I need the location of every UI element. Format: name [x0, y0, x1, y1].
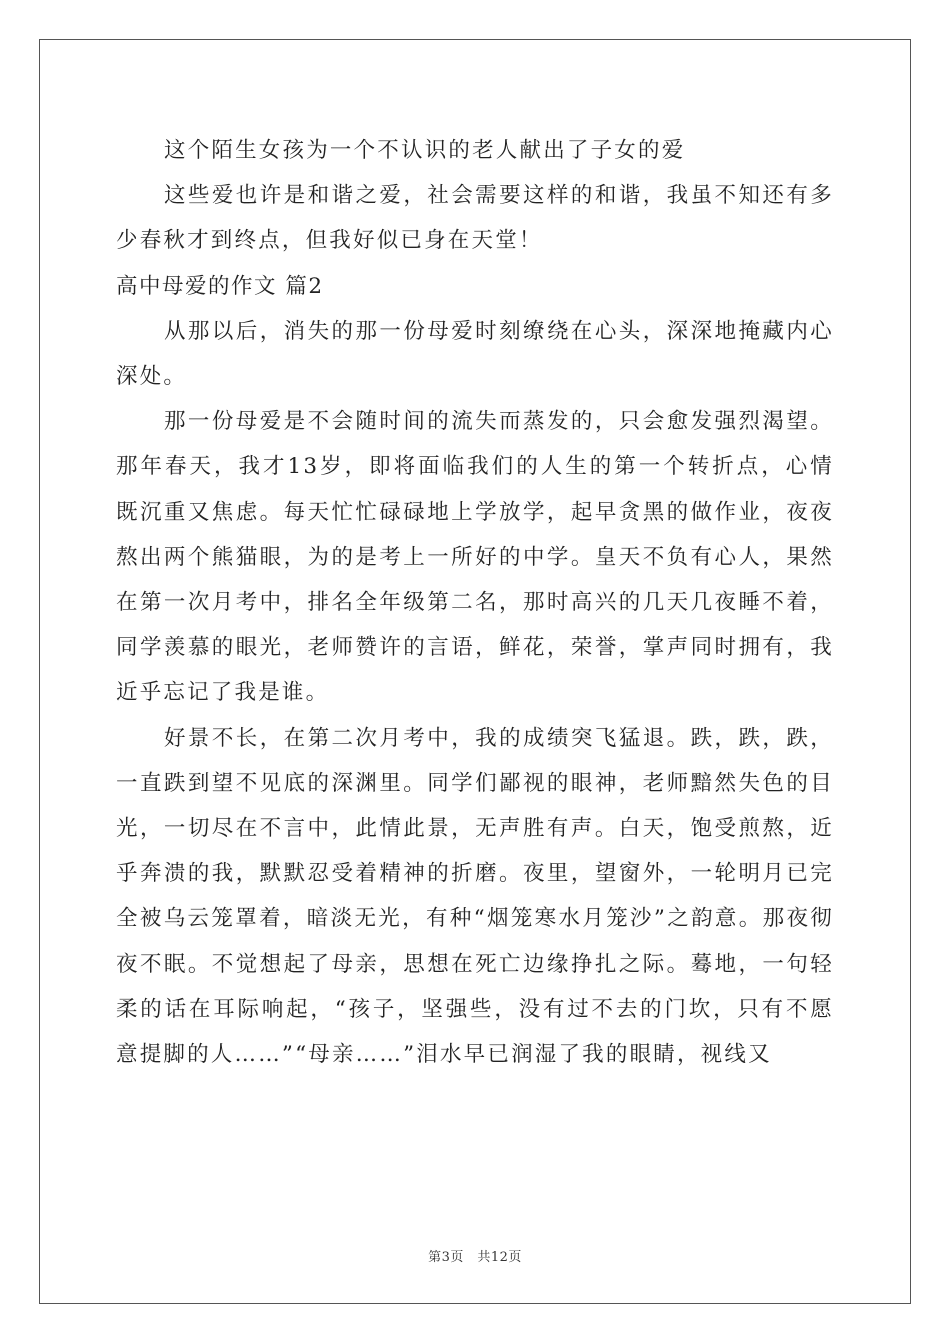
document-body — [116, 128, 834, 1077]
paragraph-5: 好景不长，在第二次月考中，我的成绩突飞猛退。跌，跌，跌，一直跌到望不见底的深渊里。同学们鄙视的眼神，老师黯然失色的目光，一切尽在不言中，此情此景，无声胜有声。白天，饱受煎熬，近乎奔溃的我，默默忍受着精神的折磨。夜里，望窗外，一轮明月已完全被乌云笼罩着，暗淡无光，有种“烟笼寒水月笼沙”之韵意。那夜彻夜不眠。不觉想起了母亲，思想在死亡边缘挣扎之际。蓦地，一句轻柔的话在耳际响起，“孩子，坚强些，没有过不去的门坎，只有不愿意提脚的人……”“母亲……”泪水早已润湿了我的眼睛，视线又 — [116, 725, 834, 1068]
paragraph-3: 从那以后，消失的那一份母爱时刻缭绕在心头，深深地掩藏内心深处。 — [116, 318, 834, 390]
paragraph-2: 这些爱也许是和谐之爱，社会需要这样的和谐，我虽不知还有多少春秋才到终点，但我好似已身在天堂！ — [116, 183, 834, 254]
page-number-footer: 第3页 共12页 — [428, 1250, 522, 1265]
paragraph-1: 这个陌生女孩为一个不认识的老人献出了子女的爱 — [164, 138, 686, 163]
section-heading: 高中母爱的作文 篇2 — [116, 273, 324, 299]
paragraph-4: 那一份母爱是不会随时间的流失而蒸发的，只会愈发强烈渴望。那年春天，我才13岁，即将面临我们的人生的第一个转折点，心情既沉重又焦虑。每天忙忙碌碌地上学放学，起早贪黑的做作业，夜夜熬出两个熊猫眼，为的是考上一所好的中学。皇天不负有心人，果然在第一次月考中，排名全年级第二名，那时高兴的几天几夜睡不着，同学羡慕的眼光，老师赞许的言语，鲜花，荣誉，掌声同时拥有，我近乎忘记了我是谁。 — [116, 409, 834, 706]
